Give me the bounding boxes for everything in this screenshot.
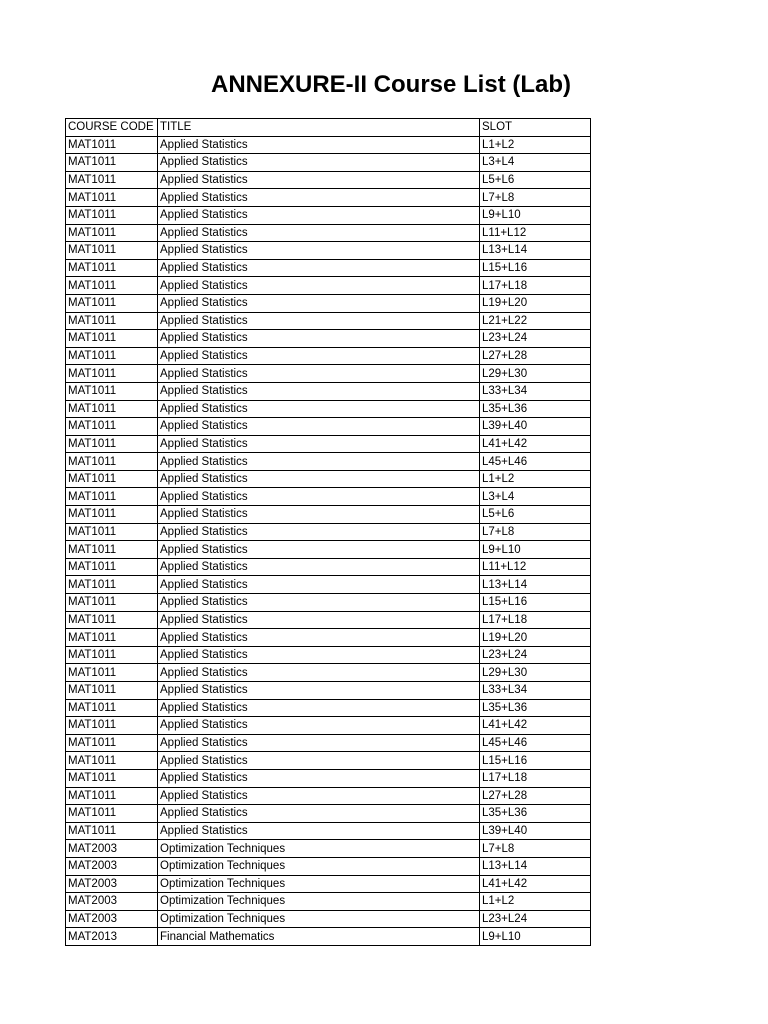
cell-slot: L45+L46 — [480, 734, 591, 752]
cell-slot: L21+L22 — [480, 312, 591, 330]
cell-title: Applied Statistics — [158, 822, 480, 840]
cell-course-code: MAT1011 — [66, 611, 158, 629]
cell-title: Applied Statistics — [158, 418, 480, 436]
cell-title: Applied Statistics — [158, 646, 480, 664]
cell-title: Optimization Techniques — [158, 857, 480, 875]
header-title: TITLE — [158, 119, 480, 137]
table-row — [66, 189, 591, 207]
cell-course-code: MAT1011 — [66, 488, 158, 506]
table-row — [66, 611, 591, 629]
table-row — [66, 664, 591, 682]
table-row — [66, 206, 591, 224]
cell-slot: L5+L6 — [480, 506, 591, 524]
table-row — [66, 435, 591, 453]
cell-course-code: MAT1011 — [66, 347, 158, 365]
table-header-row — [66, 119, 591, 137]
cell-title: Applied Statistics — [158, 699, 480, 717]
cell-slot: L33+L34 — [480, 382, 591, 400]
table-row — [66, 294, 591, 312]
cell-course-code: MAT2003 — [66, 857, 158, 875]
cell-title: Applied Statistics — [158, 277, 480, 295]
cell-slot: L13+L14 — [480, 857, 591, 875]
cell-slot: L15+L16 — [480, 752, 591, 770]
cell-course-code: MAT1011 — [66, 136, 158, 154]
cell-course-code: MAT1011 — [66, 224, 158, 242]
cell-title: Applied Statistics — [158, 629, 480, 647]
cell-title: Applied Statistics — [158, 717, 480, 735]
table-row — [66, 453, 591, 471]
cell-title: Applied Statistics — [158, 189, 480, 207]
cell-title: Applied Statistics — [158, 330, 480, 348]
cell-course-code: MAT1011 — [66, 418, 158, 436]
table-row — [66, 136, 591, 154]
cell-course-code: MAT1011 — [66, 294, 158, 312]
cell-course-code: MAT1011 — [66, 365, 158, 383]
cell-course-code: MAT1011 — [66, 470, 158, 488]
cell-slot: L3+L4 — [480, 154, 591, 172]
cell-slot: L1+L2 — [480, 470, 591, 488]
cell-title: Applied Statistics — [158, 594, 480, 612]
cell-title: Financial Mathematics — [158, 928, 480, 946]
table-row — [66, 277, 591, 295]
cell-title: Applied Statistics — [158, 488, 480, 506]
cell-course-code: MAT2013 — [66, 928, 158, 946]
cell-slot: L15+L16 — [480, 259, 591, 277]
cell-slot: L41+L42 — [480, 717, 591, 735]
cell-course-code: MAT1011 — [66, 154, 158, 172]
table-row — [66, 558, 591, 576]
cell-slot: L35+L36 — [480, 400, 591, 418]
table-row — [66, 928, 591, 946]
cell-title: Applied Statistics — [158, 541, 480, 559]
cell-course-code: MAT1011 — [66, 312, 158, 330]
cell-slot: L45+L46 — [480, 453, 591, 471]
cell-course-code: MAT2003 — [66, 910, 158, 928]
cell-title: Applied Statistics — [158, 365, 480, 383]
cell-course-code: MAT1011 — [66, 717, 158, 735]
table-row — [66, 418, 591, 436]
table-row — [66, 857, 591, 875]
table-row — [66, 787, 591, 805]
cell-title: Applied Statistics — [158, 769, 480, 787]
cell-slot: L1+L2 — [480, 893, 591, 911]
cell-title: Applied Statistics — [158, 682, 480, 700]
cell-course-code: MAT1011 — [66, 189, 158, 207]
cell-slot: L7+L8 — [480, 523, 591, 541]
cell-title: Applied Statistics — [158, 171, 480, 189]
cell-slot: L9+L10 — [480, 541, 591, 559]
cell-title: Applied Statistics — [158, 734, 480, 752]
cell-slot: L41+L42 — [480, 435, 591, 453]
table-row — [66, 470, 591, 488]
cell-slot: L9+L10 — [480, 206, 591, 224]
cell-slot: L29+L30 — [480, 664, 591, 682]
table-row — [66, 840, 591, 858]
cell-title: Applied Statistics — [158, 259, 480, 277]
table-row — [66, 682, 591, 700]
cell-slot: L23+L24 — [480, 330, 591, 348]
cell-course-code: MAT1011 — [66, 523, 158, 541]
cell-slot: L7+L8 — [480, 189, 591, 207]
cell-title: Applied Statistics — [158, 664, 480, 682]
cell-title: Applied Statistics — [158, 787, 480, 805]
cell-course-code: MAT1011 — [66, 382, 158, 400]
cell-course-code: MAT1011 — [66, 576, 158, 594]
cell-course-code: MAT1011 — [66, 206, 158, 224]
cell-title: Applied Statistics — [158, 805, 480, 823]
table-row — [66, 594, 591, 612]
cell-slot: L19+L20 — [480, 629, 591, 647]
cell-course-code: MAT1011 — [66, 453, 158, 471]
cell-slot: L17+L18 — [480, 277, 591, 295]
cell-slot: L15+L16 — [480, 594, 591, 612]
table-row — [66, 523, 591, 541]
cell-course-code: MAT1011 — [66, 558, 158, 576]
table-body — [66, 119, 591, 946]
table-row — [66, 541, 591, 559]
cell-slot: L39+L40 — [480, 418, 591, 436]
cell-slot: L1+L2 — [480, 136, 591, 154]
cell-slot: L23+L24 — [480, 910, 591, 928]
table-row — [66, 576, 591, 594]
cell-title: Optimization Techniques — [158, 875, 480, 893]
table-row — [66, 629, 591, 647]
course-list-table — [65, 118, 591, 946]
table-row — [66, 875, 591, 893]
table-row — [66, 400, 591, 418]
cell-course-code: MAT1011 — [66, 506, 158, 524]
cell-course-code: MAT1011 — [66, 787, 158, 805]
cell-course-code: MAT1011 — [66, 646, 158, 664]
table-row — [66, 769, 591, 787]
cell-course-code: MAT2003 — [66, 875, 158, 893]
cell-title: Applied Statistics — [158, 154, 480, 172]
cell-title: Applied Statistics — [158, 576, 480, 594]
table-row — [66, 506, 591, 524]
cell-title: Applied Statistics — [158, 312, 480, 330]
table-row — [66, 752, 591, 770]
header-course-code: COURSE CODE — [66, 119, 158, 137]
cell-course-code: MAT1011 — [66, 822, 158, 840]
cell-course-code: MAT1011 — [66, 664, 158, 682]
cell-slot: L13+L14 — [480, 242, 591, 260]
table-row — [66, 382, 591, 400]
cell-title: Optimization Techniques — [158, 840, 480, 858]
cell-slot: L19+L20 — [480, 294, 591, 312]
cell-slot: L35+L36 — [480, 805, 591, 823]
cell-course-code: MAT1011 — [66, 769, 158, 787]
cell-title: Applied Statistics — [158, 453, 480, 471]
table-row — [66, 154, 591, 172]
table-row — [66, 224, 591, 242]
cell-slot: L11+L12 — [480, 224, 591, 242]
table-row — [66, 734, 591, 752]
table-row — [66, 822, 591, 840]
cell-slot: L33+L34 — [480, 682, 591, 700]
table-row — [66, 259, 591, 277]
cell-course-code: MAT1011 — [66, 699, 158, 717]
cell-slot: L11+L12 — [480, 558, 591, 576]
table-row — [66, 312, 591, 330]
table-row — [66, 365, 591, 383]
cell-slot: L35+L36 — [480, 699, 591, 717]
cell-course-code: MAT1011 — [66, 805, 158, 823]
cell-title: Applied Statistics — [158, 523, 480, 541]
cell-title: Applied Statistics — [158, 752, 480, 770]
cell-title: Applied Statistics — [158, 224, 480, 242]
cell-slot: L41+L42 — [480, 875, 591, 893]
cell-title: Optimization Techniques — [158, 910, 480, 928]
cell-slot: L13+L14 — [480, 576, 591, 594]
cell-title: Applied Statistics — [158, 611, 480, 629]
cell-slot: L7+L8 — [480, 840, 591, 858]
cell-course-code: MAT1011 — [66, 242, 158, 260]
cell-course-code: MAT2003 — [66, 840, 158, 858]
cell-course-code: MAT1011 — [66, 171, 158, 189]
table-row — [66, 488, 591, 506]
cell-slot: L27+L28 — [480, 787, 591, 805]
cell-title: Applied Statistics — [158, 382, 480, 400]
cell-course-code: MAT1011 — [66, 277, 158, 295]
cell-slot: L5+L6 — [480, 171, 591, 189]
cell-slot: L27+L28 — [480, 347, 591, 365]
table-row — [66, 646, 591, 664]
cell-slot: L17+L18 — [480, 769, 591, 787]
cell-slot: L23+L24 — [480, 646, 591, 664]
cell-course-code: MAT1011 — [66, 629, 158, 647]
cell-title: Optimization Techniques — [158, 893, 480, 911]
table-row — [66, 242, 591, 260]
cell-slot: L9+L10 — [480, 928, 591, 946]
cell-title: Applied Statistics — [158, 470, 480, 488]
table-row — [66, 171, 591, 189]
cell-course-code: MAT1011 — [66, 435, 158, 453]
cell-course-code: MAT1011 — [66, 734, 158, 752]
header-slot: SLOT — [480, 119, 591, 137]
cell-course-code: MAT2003 — [66, 893, 158, 911]
table-row — [66, 910, 591, 928]
cell-course-code: MAT1011 — [66, 594, 158, 612]
table-row — [66, 699, 591, 717]
cell-course-code: MAT1011 — [66, 259, 158, 277]
cell-course-code: MAT1011 — [66, 752, 158, 770]
table-row — [66, 347, 591, 365]
cell-title: Applied Statistics — [158, 506, 480, 524]
cell-slot: L29+L30 — [480, 365, 591, 383]
table-row — [66, 893, 591, 911]
cell-course-code: MAT1011 — [66, 330, 158, 348]
table-row — [66, 330, 591, 348]
cell-title: Applied Statistics — [158, 558, 480, 576]
cell-course-code: MAT1011 — [66, 541, 158, 559]
cell-title: Applied Statistics — [158, 400, 480, 418]
cell-title: Applied Statistics — [158, 136, 480, 154]
cell-slot: L39+L40 — [480, 822, 591, 840]
cell-course-code: MAT1011 — [66, 400, 158, 418]
table-row — [66, 805, 591, 823]
table-row — [66, 717, 591, 735]
cell-course-code: MAT1011 — [66, 682, 158, 700]
cell-title: Applied Statistics — [158, 242, 480, 260]
cell-slot: L3+L4 — [480, 488, 591, 506]
cell-slot: L17+L18 — [480, 611, 591, 629]
page-title: ANNEXURE-II Course List (Lab) — [210, 71, 572, 98]
cell-title: Applied Statistics — [158, 435, 480, 453]
cell-title: Applied Statistics — [158, 294, 480, 312]
cell-title: Applied Statistics — [158, 206, 480, 224]
cell-title: Applied Statistics — [158, 347, 480, 365]
